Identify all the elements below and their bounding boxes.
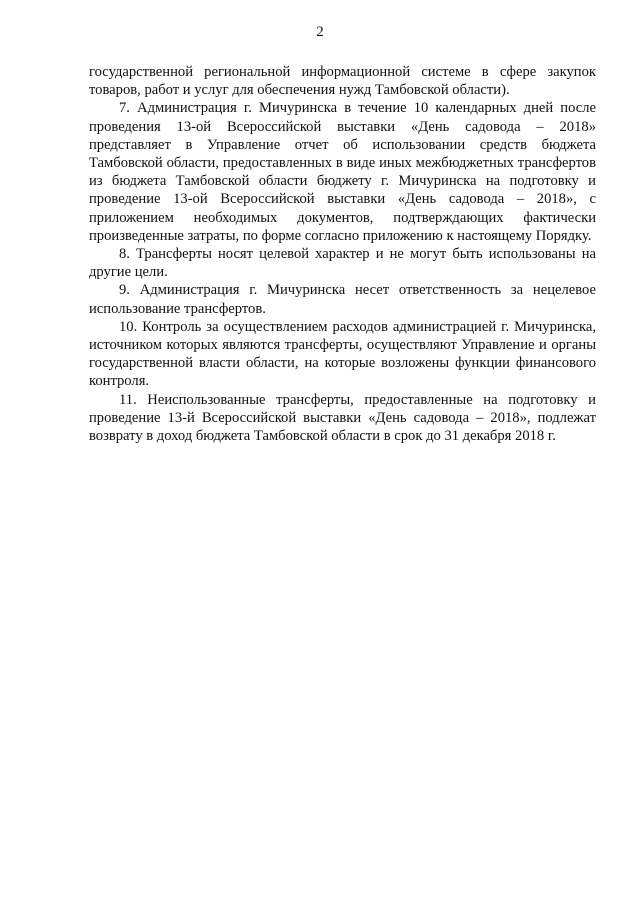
paragraph-item-9: 9. Администрация г. Мичуринска несет ответственность за нецелевое использование трансфертов.	[89, 282, 596, 317]
paragraph-item-11: 11. Неиспользованные трансферты, предоставленные на подготовку и проведение 13-й Всероссийской выставки «День садовода – 2018», подлежат возврату в доход бюджета Тамбовской области в срок до 31 декабря 2018 г.	[89, 391, 596, 445]
paragraph-item-8: 8. Трансферты носят целевой характер и не могут быть использованы на другие цели.	[89, 246, 596, 281]
page-number: 2	[316, 24, 324, 40]
paragraph-item-10: 10. Контроль за осуществлением расходов администрацией г. Мичуринска, источником которых являются трансферты, осуществляют Управление и органы государственной власти области, на которые возложены функции финансового контроля.	[89, 318, 596, 390]
paragraph-item-7: 7. Администрация г. Мичуринска в течение 10 календарных дней после проведения 13-ой Всероссийской выставки «День садовода – 2018» представляет в Управление отчет об использовании средств бюджета Тамбовской области, предоставленных в виде иных межбюджетных трансфертов из бюджета Тамбовской области бюджету г. Мичуринска на подготовку и проведение 13-ой Всероссийской выставки «День садовода – 2018», с приложением необходимых документов, подтверждающих фактически произведенные затраты, по форме согласно приложению к настоящему Порядку.	[89, 100, 596, 244]
document-body	[89, 63, 596, 445]
paragraph-continuation: государственной региональной информационной системе в сфере закупок товаров, работ и услуг для обеспечения нужд Тамбовской области).	[89, 64, 596, 99]
